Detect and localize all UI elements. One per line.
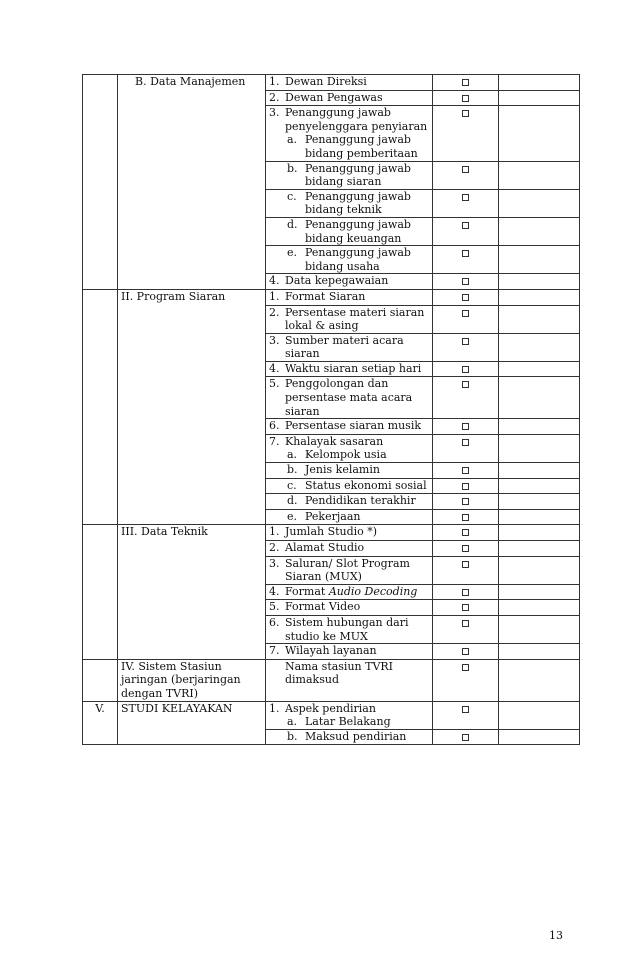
item-cell (266, 494, 433, 510)
item-text: Format Video (285, 600, 361, 614)
item-marker: e. (287, 246, 298, 260)
section-title-cell (118, 525, 266, 659)
item-text: Penanggung jawab bidang usaha (305, 246, 411, 273)
checkbox-icon[interactable] (462, 310, 469, 317)
item-text: Dewan Pengawas (285, 90, 383, 104)
item-text: Sumber materi acara siaran (285, 333, 404, 361)
notes-cell[interactable] (499, 600, 580, 616)
checkbox-cell[interactable] (433, 217, 499, 245)
item-entry (269, 290, 429, 304)
checkbox-icon[interactable] (462, 529, 469, 536)
item-entry (269, 246, 429, 273)
checkbox-icon[interactable] (462, 620, 469, 627)
item-marker: 1. (269, 75, 280, 88)
item-marker: 5. (269, 377, 280, 391)
section-title: IV. Sistem Stasiun jaringan (berjaringan dengan TVRI) (121, 659, 241, 700)
item-cell (266, 75, 433, 91)
item-entry (269, 419, 429, 433)
checkbox-cell[interactable] (433, 90, 499, 106)
notes-cell[interactable] (499, 333, 580, 361)
checkbox-icon[interactable] (462, 483, 469, 490)
item-cell (266, 377, 433, 419)
item-text: Penanggung jawab penyelenggara penyiaran (285, 106, 428, 133)
checkbox-icon[interactable] (462, 366, 469, 373)
notes-cell[interactable] (499, 289, 580, 305)
checkbox-icon[interactable] (462, 467, 469, 474)
item-cell (266, 509, 433, 525)
checkbox-cell[interactable] (433, 189, 499, 217)
checkbox-cell[interactable] (433, 494, 499, 510)
notes-cell[interactable] (499, 419, 580, 435)
item-text: Format Siaran (285, 289, 366, 303)
notes-cell[interactable] (499, 463, 580, 479)
item-entry (269, 334, 429, 361)
item-text: Alamat Studio (285, 541, 365, 554)
item-text: Dewan Direksi (285, 75, 367, 88)
item-marker: d. (287, 217, 298, 231)
item-cell (266, 419, 433, 435)
item-cell (266, 246, 433, 274)
notes-cell[interactable] (499, 556, 580, 584)
item-cell (266, 556, 433, 584)
notes-cell[interactable] (499, 161, 580, 189)
checkbox-cell[interactable] (433, 600, 499, 616)
item-marker: 5. (269, 600, 280, 614)
notes-cell[interactable] (499, 701, 580, 729)
checkbox-cell[interactable] (433, 659, 499, 701)
item-text: Pendidikan terakhir (305, 494, 416, 508)
item-entry (269, 702, 429, 716)
item-entry (269, 162, 429, 189)
item-entry (269, 600, 429, 614)
checkbox-cell[interactable] (433, 361, 499, 377)
item-marker: 4. (269, 361, 280, 375)
item-marker: 2. (269, 305, 280, 319)
checkbox-icon[interactable] (462, 734, 469, 741)
item-text: Maksud pendirian (305, 729, 407, 743)
item-marker: 2. (269, 90, 280, 104)
checkbox-icon[interactable] (462, 110, 469, 117)
checkbox-icon[interactable] (462, 79, 469, 86)
checkbox-cell[interactable] (433, 584, 499, 600)
item-marker: 1. (269, 525, 280, 539)
item-cell (266, 189, 433, 217)
item-marker: 6. (269, 615, 280, 629)
item-cell (266, 217, 433, 245)
item-marker: b. (287, 161, 298, 175)
item-cell (266, 525, 433, 541)
checkbox-icon[interactable] (462, 423, 469, 430)
item-cell (266, 729, 433, 745)
table-row (83, 525, 580, 541)
table-row (83, 75, 580, 91)
item-text: Format Audio Decoding (285, 584, 418, 598)
notes-cell[interactable] (499, 246, 580, 274)
item-cell (266, 644, 433, 660)
item-entry (269, 463, 429, 477)
item-text: Wilayah layanan (285, 644, 377, 658)
item-cell (266, 584, 433, 600)
checkbox-icon[interactable] (462, 514, 469, 521)
checkbox-cell[interactable] (433, 509, 499, 525)
item-text: Khalayak sasaran (285, 434, 384, 448)
item-entry (269, 730, 429, 744)
item-marker (269, 660, 285, 687)
item-text: Penanggung jawab bidang pemberitaan (305, 133, 418, 160)
checkbox-icon[interactable] (462, 381, 469, 388)
section-title-cell (118, 701, 266, 745)
notes-cell[interactable] (499, 377, 580, 419)
checkbox-icon[interactable] (462, 194, 469, 201)
section-title-cell (118, 289, 266, 525)
item-entry (269, 435, 429, 449)
notes-cell[interactable] (499, 584, 580, 600)
section-title: III. Data Teknik (121, 525, 208, 539)
checkbox-icon[interactable] (462, 250, 469, 257)
checkbox-cell[interactable] (433, 701, 499, 729)
notes-cell[interactable] (499, 217, 580, 245)
notes-cell[interactable] (499, 659, 580, 701)
item-text: Latar Belakang (305, 715, 391, 729)
item-marker: b. (287, 463, 298, 477)
item-marker: 3. (269, 556, 280, 570)
item-text: Persentase siaran musik (285, 419, 422, 433)
item-entry (269, 715, 429, 729)
item-cell (266, 615, 433, 643)
checkbox-cell[interactable] (433, 419, 499, 435)
item-marker: 4. (269, 274, 280, 288)
checkbox-cell[interactable] (433, 615, 499, 643)
checkbox-icon[interactable] (462, 706, 469, 713)
checkbox-icon[interactable] (462, 604, 469, 611)
item-cell (266, 659, 433, 701)
checkbox-cell[interactable] (433, 729, 499, 745)
checkbox-cell[interactable] (433, 541, 499, 557)
item-entry (269, 377, 429, 418)
item-entry (269, 644, 429, 658)
notes-cell[interactable] (499, 615, 580, 643)
notes-cell[interactable] (499, 729, 580, 745)
checkbox-icon[interactable] (462, 648, 469, 655)
checklist-table (82, 74, 580, 745)
checkbox-icon[interactable] (462, 166, 469, 173)
checkbox-icon[interactable] (462, 589, 469, 596)
item-text: Saluran/ Slot Program Siaran (MUX) (285, 556, 410, 584)
checkbox-cell[interactable] (433, 305, 499, 333)
checkbox-cell[interactable] (433, 556, 499, 584)
checkbox-icon[interactable] (462, 664, 469, 671)
item-marker: c. (287, 478, 297, 492)
table-row (83, 701, 580, 729)
notes-cell[interactable] (499, 509, 580, 525)
checklist-table-container (82, 74, 579, 745)
item-text: Nama stasiun TVRI dimaksud (285, 659, 394, 687)
item-text: Persentase materi siaran lokal & asing (285, 305, 425, 333)
item-text: Penanggung jawab bidang siaran (305, 161, 411, 189)
item-entry (269, 218, 429, 245)
item-text: Aspek pendirian (285, 701, 376, 715)
item-marker: 2. (269, 541, 280, 554)
item-marker: 7. (269, 434, 280, 448)
item-text: Jumlah Studio *) (285, 525, 378, 539)
checkbox-icon[interactable] (462, 338, 469, 345)
item-entry (269, 585, 429, 599)
item-cell (266, 289, 433, 305)
item-text: Status ekonomi sosial (305, 478, 427, 492)
item-entry (269, 557, 429, 584)
section-title: STUDI KELAYAKAN (121, 701, 233, 715)
item-text: Pekerjaan (305, 509, 361, 523)
item-entry (269, 494, 429, 508)
item-entry (269, 541, 429, 555)
item-text: Penanggung jawab bidang teknik (305, 189, 411, 217)
item-text: Jenis kelamin (305, 463, 380, 477)
checkbox-icon[interactable] (462, 545, 469, 552)
item-text-italic: Audio Decoding (328, 584, 418, 598)
checkbox-cell[interactable] (433, 644, 499, 660)
section-title-cell (118, 75, 266, 290)
item-entry (269, 190, 429, 217)
section-title: II. Program Siaran (121, 289, 226, 303)
checkbox-icon[interactable] (462, 439, 469, 446)
item-entry (269, 274, 429, 288)
notes-cell[interactable] (499, 189, 580, 217)
item-entry (269, 479, 429, 493)
item-text: Sistem hubungan dari studio ke MUX (285, 615, 409, 643)
checkbox-cell[interactable] (433, 289, 499, 305)
checkbox-cell[interactable] (433, 161, 499, 189)
item-cell (266, 463, 433, 479)
section-number-cell (83, 659, 118, 701)
checkbox-icon[interactable] (462, 222, 469, 229)
item-entry (269, 525, 429, 539)
item-cell (266, 106, 433, 161)
checkbox-cell[interactable] (433, 525, 499, 541)
checkbox-icon[interactable] (462, 95, 469, 102)
page-number: 13 (549, 929, 563, 942)
item-marker: 1. (269, 701, 280, 715)
section-number-cell: V. (83, 701, 118, 745)
notes-cell[interactable] (499, 106, 580, 161)
item-marker: 7. (269, 644, 280, 658)
item-entry (269, 660, 429, 687)
item-entry (269, 306, 429, 333)
notes-cell[interactable] (499, 525, 580, 541)
item-text: Kelompok usia (305, 448, 387, 462)
item-marker: a. (287, 715, 298, 729)
section-number-cell (83, 75, 118, 290)
item-cell (266, 274, 433, 290)
item-entry (269, 75, 429, 89)
item-entry (269, 106, 429, 133)
item-marker: c. (287, 189, 297, 203)
checkbox-cell[interactable] (433, 333, 499, 361)
item-text: Data kepegawaian (285, 274, 389, 288)
item-text: Penggolongan dan persentase mata acara siaran (285, 377, 413, 418)
checkbox-icon[interactable] (462, 278, 469, 285)
section-number-cell (83, 289, 118, 525)
item-entry (269, 91, 429, 105)
item-marker: d. (287, 494, 298, 508)
item-cell (266, 600, 433, 616)
item-entry (269, 133, 429, 160)
checkbox-cell[interactable] (433, 478, 499, 494)
item-entry (269, 616, 429, 643)
checkbox-cell[interactable] (433, 274, 499, 290)
item-cell (266, 90, 433, 106)
item-cell (266, 701, 433, 729)
item-entry (269, 510, 429, 524)
checkbox-cell[interactable] (433, 75, 499, 91)
notes-cell[interactable] (499, 361, 580, 377)
notes-cell[interactable] (499, 644, 580, 660)
section-title-cell (118, 659, 266, 701)
notes-cell[interactable] (499, 75, 580, 91)
item-entry (269, 362, 429, 376)
item-cell (266, 333, 433, 361)
item-cell (266, 361, 433, 377)
item-marker: 6. (269, 419, 280, 433)
item-entry (269, 448, 429, 462)
notes-cell[interactable] (499, 305, 580, 333)
checkbox-icon[interactable] (462, 498, 469, 505)
checkbox-cell[interactable] (433, 106, 499, 161)
section-number-cell (83, 525, 118, 659)
checkbox-icon[interactable] (462, 294, 469, 301)
item-marker: a. (287, 448, 298, 462)
item-cell (266, 478, 433, 494)
checkbox-cell[interactable] (433, 434, 499, 462)
section-title: B. Data Manajemen (135, 75, 246, 88)
notes-cell[interactable] (499, 478, 580, 494)
notes-cell[interactable] (499, 90, 580, 106)
item-text: Penanggung jawab bidang keuangan (305, 217, 411, 245)
item-marker: 4. (269, 584, 280, 598)
checkbox-icon[interactable] (462, 561, 469, 568)
item-text: Waktu siaran setiap hari (285, 361, 422, 375)
table-row (83, 659, 580, 701)
item-marker: 1. (269, 289, 280, 303)
notes-cell[interactable] (499, 494, 580, 510)
item-cell (266, 161, 433, 189)
table-row (83, 289, 580, 305)
notes-cell[interactable] (499, 541, 580, 557)
item-cell (266, 541, 433, 557)
item-cell (266, 305, 433, 333)
item-marker: 3. (269, 333, 280, 347)
checkbox-cell[interactable] (433, 463, 499, 479)
item-cell (266, 434, 433, 462)
item-marker: e. (287, 509, 298, 523)
notes-cell[interactable] (499, 274, 580, 290)
checkbox-cell[interactable] (433, 377, 499, 419)
item-marker: b. (287, 729, 298, 743)
checkbox-cell[interactable] (433, 246, 499, 274)
notes-cell[interactable] (499, 434, 580, 462)
item-marker: a. (287, 133, 298, 147)
item-marker: 3. (269, 106, 280, 120)
